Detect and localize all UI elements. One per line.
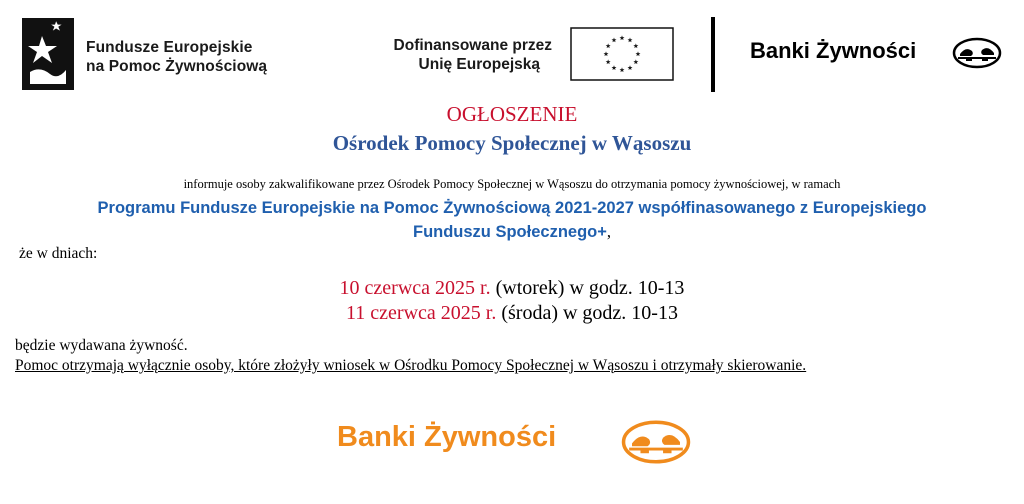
program-line-2: Funduszu Społecznego+ (412, 223, 607, 241)
fe-line-1: Fundusze Europejskie (86, 39, 253, 56)
food-distribution-text: będzie wydawana żywność. (15, 337, 188, 354)
date-2-details: (środa) w godz. 10-13 (496, 302, 678, 324)
header-divider (711, 17, 715, 92)
fe-line-2: na Pomoc Żywnościową (86, 58, 268, 75)
organization-name: Ośrodek Pomocy Społecznej w Wąsoszu (332, 131, 692, 155)
banki-birds-icon (952, 36, 1002, 70)
program-tail: , (606, 222, 611, 241)
program-name (50, 196, 974, 244)
date-1-value: 10 czerwca 2025 r. (339, 277, 491, 299)
banki-zywnosci-bottom-label: Banki Żywności (337, 421, 557, 453)
eu-flag-icon (570, 27, 674, 81)
dates-intro: że w dniach: (19, 245, 98, 262)
fundusze-europejskie-logo-icon (22, 18, 74, 90)
info-text: informuje osoby zakwalifikowane przez Ośrodek Pomocy Społecznej w Wąsoszu do otrzymania pomocy żywnościowej, w ramach (183, 177, 841, 191)
program-line-1: Programu Fundusze Europejskie na Pomoc Żywnościową 2021-2027 współfinasowanego z Europejskiego (97, 199, 927, 217)
banki-zywnosci-top-label: Banki Żywności (750, 38, 917, 63)
date-1-details: (wtorek) w godz. 10-13 (490, 277, 685, 299)
announcement-heading: OGŁOSZENIE (446, 102, 578, 126)
date-2-value: 11 czerwca 2025 r. (346, 302, 497, 324)
banki-birds-orange-icon (620, 418, 692, 466)
cofinanced-label (330, 36, 552, 74)
fe-program-name (86, 38, 267, 76)
cofi-line-2: Unię Europejską (418, 56, 540, 73)
distribution-date-2 (0, 302, 1024, 325)
program-line-2-wrap (50, 220, 974, 244)
cofi-line-1: Dofinansowane przez (393, 37, 552, 54)
distribution-date-1 (0, 277, 1024, 300)
eligibility-note: Pomoc otrzymają wyłącznie osoby, które złożyły wniosek w Ośrodku Pomocy Społecznej w Wąsoszu i otrzymały skierowanie. (15, 357, 807, 374)
